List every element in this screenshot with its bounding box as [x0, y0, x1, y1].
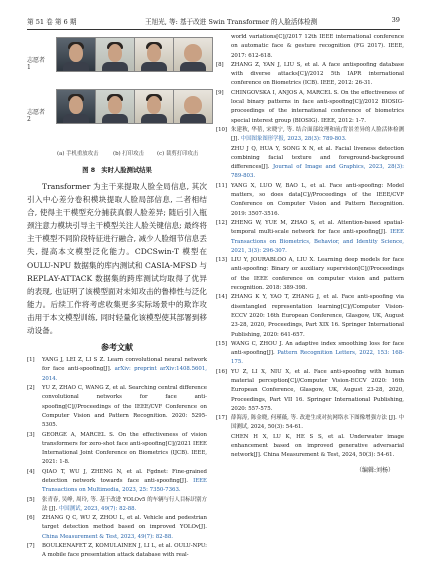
figure-caption: 图 8 实时人脸测试结果 [82, 167, 152, 174]
subcaption-a: (a) 手机重放攻击 [57, 151, 99, 157]
photo-cut-print-2 [173, 89, 213, 124]
left-column [27, 37, 207, 561]
reference-item [216, 182, 404, 219]
reference-number: [7] [27, 543, 35, 550]
journal-issue: 第 51 卷 第 6 期 [27, 18, 77, 26]
reference-number: [11] [216, 182, 228, 189]
subcaption-c: (c) 裁剪打印攻击 [157, 151, 199, 157]
reference-link[interactable]: IEEE Transactions on Multimedia, 2023, 25: 7350-7363. [42, 477, 207, 494]
photo-print-2b [134, 89, 174, 124]
reference-number: [3] [27, 431, 35, 438]
reference-number: [15] [216, 340, 228, 347]
reference-item [27, 514, 207, 542]
reference-link[interactable]: IEEE Transactions on Biometrics, Behavior, and Identity Science, 2021, 3(3): 296-307. [231, 229, 404, 254]
references-list-right [216, 33, 404, 461]
reference-item [216, 414, 404, 433]
figure-8 [27, 37, 207, 163]
editor-note: （编辑:刘杨） [355, 466, 394, 474]
reference-text: 朱建秋, 华蓓, 宋晓宁, 等. 结合面部纹理和前/背景差异的人脸活体检测 [J]. [231, 126, 404, 143]
row-label-volunteer-1: 志愿者 1 [27, 57, 46, 71]
reference-item [27, 496, 207, 515]
reference-text: QIAO T, WU J, ZHENG N, et al. Fgdnet: Fine-grained detection network towards face anti-spoofing[J]. [42, 468, 207, 484]
reference-number: [1] [27, 357, 35, 364]
reference-item [27, 468, 207, 496]
reference-number: [4] [27, 468, 35, 475]
reference-link[interactable]: China Measurement & Test, 2023, 49(7): 82-88. [42, 533, 173, 540]
article-title-header: 王旭光, 等: 基于改进 Swin Transformer 的人脸活体检测 [145, 18, 318, 26]
reference-text: WANG C, ZHOU J. An adaptive index smoothing loss for face anti-spoofing[J]. [231, 340, 404, 357]
photo-phone-replay-1 [56, 37, 96, 72]
reference-item [27, 384, 207, 430]
references-list-left [27, 356, 207, 561]
reference-text: ZHANG Z, YAN J, LIU S, et al. A face antispoofing database with diverse attacks[C]//2012 5th IAPR international conference on Biometrics (ICB). IEEE, 2012: 26-31. [231, 61, 404, 87]
body-paragraph: Transformer 为主干来提取人脸全局信息, 其次引入中心差分卷积模块提取人脸局部信息, 二者相结合, 使得主干模型充分捕获真假人脸差异; 随后引入瓶颈注意力模块引导主干模型关注人脸关键信息; 最终将主干模型不同阶段特征进行融合, 减少人脸细节信息丢失, 提高本文模型泛化能力。CDCSwin-T 模型在 OULU-NPU 数据集的库内测试和 CASIA-MFSD 与 REPLAY-ATTACK 数据集的跨库测试均取得了优异的表现, 也证明了该模型面对未知攻击的鲁棒性与泛化能力。后续工作将考虑收集更多实际场景中的欺诈攻击用于本文模型训练, 同时轻量化该模型使其部署到移动设备。 [27, 182, 207, 336]
reference-text: GEORGE A, MARCEL S. On the effectiveness of vision transformers for zero-shot face anti-spoofing[C]//2021 IEEE International Joint Conference on Biometrics (IJCB). IEEE, 2021: 1-8. [42, 431, 207, 466]
reference-text: YU Z, LI X, NIU X, et al. Face anti-spoofing with human material perception[C]//Computer Vision-ECCV 2020: 16th European Conference, Glasgow, UK, August 23-28, 2020, Proceedings, Part VII 16. Springer International Publishing, 2020: 557-575. [231, 368, 404, 412]
reference-text: CHEN H X, LU K, HE S S, et al. Underwater image enhancement based on improved generative adversarial network[J]. China Measurement & Test, 2024, 50(3): 54-61. [231, 433, 404, 459]
reference-link[interactable]: 中国图象图形学报, 2023, 28(3): 789-803. [240, 136, 347, 143]
reference-item [216, 61, 404, 89]
reference-item [216, 433, 404, 461]
reference-text: world variations[C]//2017 12th IEEE international conference on automatic face & gesture recognition (FG 2017). IEEE, 2017: 612-618. [231, 34, 404, 59]
photo-phone-replay-2 [56, 89, 96, 124]
reference-text: YANG J, LEI Z, LI S Z. Learn convolutional neural network for face anti-spoofing[J]. [42, 357, 207, 373]
reference-item [216, 293, 404, 339]
reference-number: [17] [216, 415, 228, 422]
reference-text: ZHANG Q C, WU Z, ZHOU L, et al. Vehicle and pedestrian target detection method based on improved YOLOv[J]. [42, 515, 207, 531]
reference-number: [8] [216, 61, 224, 68]
reference-text: LIU Y, JOURABLOO A, LIU X. Learning deep models for face anti-spoofing: Binary or auxiliary supervision[C]//Proceedings of the IEEE conference on computer vision and pattern recognition. 2018: 389-398. [231, 257, 404, 292]
reference-number: [14] [216, 294, 228, 301]
reference-text: ZHANG K Y, YAO T, ZHANG J, et al. Face anti-spoofing via disentangled representation learning[C]//Computer Vision-ECCV 2020: 16th European Conference, Glasgow, UK, August 23-28, 2020, Proceedings, Part XIX 16. Springer International Publishing, 2020: 641-657. [231, 294, 404, 338]
reference-text: BOULKENAFET Z, KOMULAINEN J, LI L, et al. OULU-NPU: A mobile face presentation attack database with real- [42, 543, 207, 559]
running-header [27, 16, 400, 30]
reference-number: [6] [27, 515, 35, 522]
reference-text: CHINGOVSKA I, ANJOS A, MARCEL S. On the effectiveness of local binary patterns in face anti-spoofing[C]//2012 BIOSIG-proceedings of the international conference of biometrics special interest group (BIOSIG). IEEE, 2012: 1-7. [231, 89, 404, 124]
reference-number: [10] [216, 126, 228, 133]
photo-print-2a [95, 89, 135, 124]
reference-number: [12] [216, 219, 228, 226]
reference-link[interactable]: 中国测试, 2023, 49(7): 82-88. [58, 505, 137, 512]
reference-number: [9] [216, 89, 224, 96]
reference-item [27, 542, 207, 561]
reference-item [216, 89, 404, 126]
reference-number: [16] [216, 368, 228, 375]
reference-link[interactable]: arXiv: preprint arXiv:1408.5601, 2014. [42, 366, 207, 382]
photo-cut-print-1 [173, 37, 213, 72]
right-column [216, 33, 404, 474]
reference-item [216, 256, 404, 293]
reference-item [216, 126, 404, 145]
references-heading: 参考文献 [101, 343, 133, 353]
photo-print-1a [95, 37, 135, 72]
row-label-volunteer-2: 志愿者 2 [27, 109, 46, 123]
reference-text: 薛海涛, 陈金晓, 何瑾薇, 等. 改进生成对抗网络水下图像增强方法 [J]. 中国测试, 2024, 50(3): 54-61. [231, 415, 404, 431]
reference-item [27, 356, 207, 384]
reference-number: [2] [27, 385, 35, 392]
reference-text: ZHU J Q, HUA Y, SONG X N, et al. Facial liveness detection combining facial texture and foreground-background differences[J]. [231, 145, 404, 171]
reference-item [216, 368, 404, 414]
reference-number: [13] [216, 257, 228, 264]
reference-text: ZHENG W, YUE M, ZHAO S, et al. Attention-based spatial-temporal multi-scale network for face anti-spoofing[J]. [231, 219, 404, 236]
reference-text: 张青春, 吴峥, 周玲, 等. 基于改进 YOLOv5 的车辆与行人目标识别方法 [J]. [42, 496, 207, 512]
reference-text: YANG X, LUO W, BAO L, et al. Face anti-spoofing: Model matters, so does data[C]//Proceedings of the IEEE/CVF Conference on Computer Vision and Pattern Recognition. 2019: 3507-3516. [231, 182, 404, 217]
reference-link[interactable]: Journal of Image and Graphics, 2023, 28(3): 789-803. [231, 164, 404, 180]
reference-item [216, 340, 404, 368]
page-number: 39 [391, 16, 400, 24]
reference-item [216, 219, 404, 256]
reference-item [216, 33, 404, 61]
reference-number: [5] [27, 496, 35, 503]
photo-print-1b [134, 37, 174, 72]
subcaption-b: (b) 打印攻击 [113, 151, 144, 157]
reference-text: YU Z, ZHAO C, WANG Z, et al. Searching central difference convolutional networks for face anti-spoofing[C]//Proceedings of the IEEE/CVF Conference on Computer Vision and Pattern Recognition. 2020: 5295-5305. [42, 385, 207, 429]
reference-item [216, 145, 404, 182]
reference-link[interactable]: Pattern Recognition Letters, 2022, 153: 168-175. [231, 350, 404, 366]
reference-item [27, 431, 207, 468]
